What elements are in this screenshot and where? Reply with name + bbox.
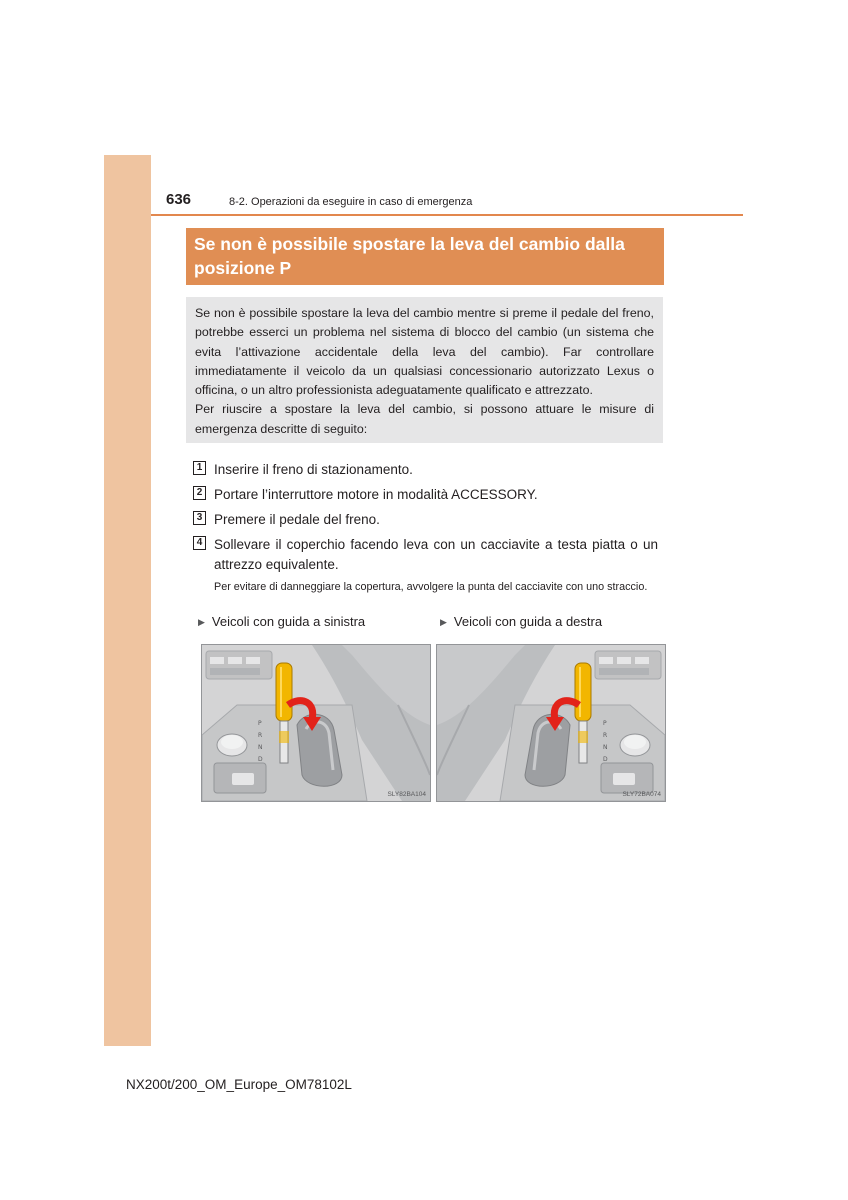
note-paragraph-2: Per riuscire a spostare la leva del cambio, si possono attuare le misure di emergenza descritte di seguito: bbox=[195, 402, 654, 436]
step-number: 3 bbox=[193, 511, 206, 525]
footer-doc-id: NX200t/200_OM_Europe_OM78102L bbox=[126, 1077, 352, 1092]
svg-text:D: D bbox=[603, 756, 608, 763]
variant-label-right bbox=[440, 614, 602, 629]
variant-label-text: Veicoli con guida a destra bbox=[453, 614, 603, 629]
svg-text:P: P bbox=[258, 720, 262, 727]
header-rule bbox=[151, 214, 743, 216]
step-number: 1 bbox=[193, 461, 206, 475]
variant-label-text: Veicoli con guida a sinistra bbox=[211, 614, 366, 629]
variant-label-left bbox=[198, 614, 365, 629]
step-text: Portare l’interruttore motore in modalità ACCESSORY. bbox=[214, 487, 538, 502]
svg-text:D: D bbox=[258, 756, 263, 763]
step-text: Sollevare il coperchio facendo leva con un cacciavite a testa piatta o un attrezzo equivalente. bbox=[214, 537, 658, 572]
note-paragraph-1: Se non è possibile spostare la leva del cambio mentre si preme il pedale del freno, potrebbe esserci un problema nel sistema di blocco del cambio (un sistema che evita l’attivazione accidentale della leva del cambio). Far controllare immediatamente il veicolo da un qualsiasi concessionario autorizzato Lexus o officina, o un altro professionista adeguatamente qualificato e attrezzato. bbox=[195, 306, 654, 398]
figure-code: SLY82BA104 bbox=[387, 791, 426, 798]
console-illustration bbox=[437, 645, 665, 801]
figure-right-hand-drive bbox=[436, 644, 666, 802]
svg-text:R: R bbox=[603, 732, 608, 739]
console-illustration bbox=[202, 645, 430, 801]
triangle-bullet-icon: ▶ bbox=[198, 617, 205, 627]
triangle-bullet-icon: ▶ bbox=[440, 617, 447, 627]
page-number: 636 bbox=[166, 191, 192, 208]
svg-text:N: N bbox=[258, 744, 263, 751]
figure-code: SLY72BA074 bbox=[622, 791, 661, 798]
step-text: Inserire il freno di stazionamento. bbox=[214, 462, 413, 477]
figure-left-hand-drive bbox=[201, 644, 431, 802]
caution-note: Per evitare di danneggiare la copertura, avvolgere la punta del cacciavite con uno straccio. bbox=[214, 581, 648, 593]
side-tab bbox=[104, 155, 151, 1046]
step-text: Premere il pedale del freno. bbox=[214, 512, 380, 527]
chapter-heading: 8-2. Operazioni da eseguire in caso di emergenza bbox=[229, 196, 473, 208]
svg-text:N: N bbox=[603, 744, 608, 751]
step-number: 4 bbox=[193, 536, 206, 550]
note-box bbox=[186, 297, 663, 443]
svg-text:P: P bbox=[603, 720, 607, 727]
section-title: Se non è possibile spostare la leva del cambio dalla posizione P bbox=[186, 228, 664, 285]
step-number: 2 bbox=[193, 486, 206, 500]
svg-text:R: R bbox=[258, 732, 263, 739]
